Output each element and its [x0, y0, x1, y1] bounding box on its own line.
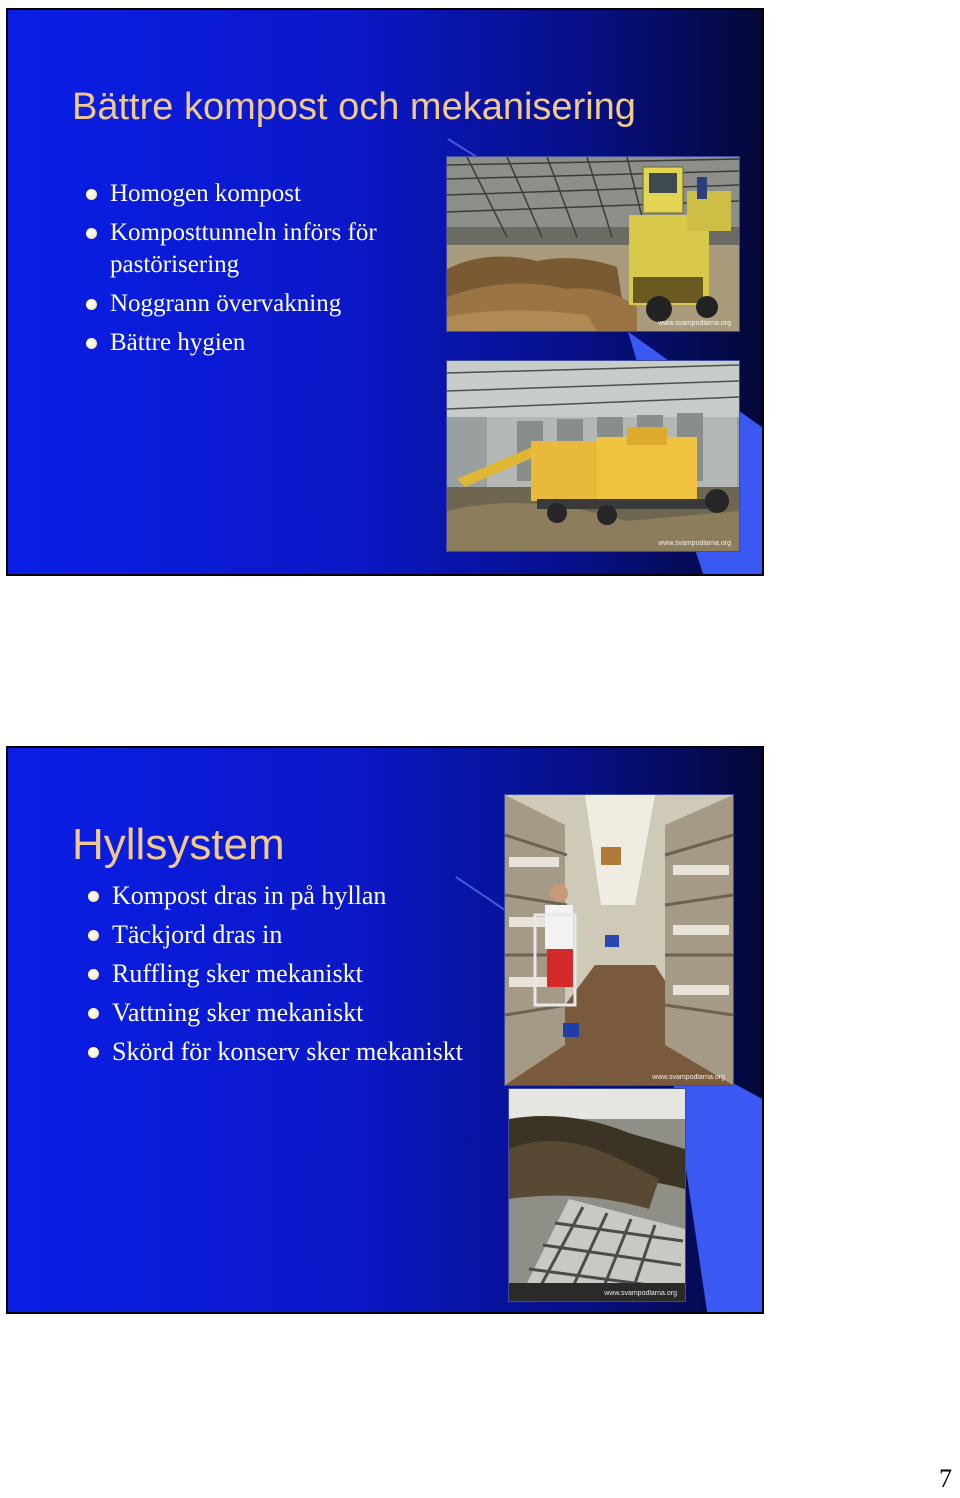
- bullet-item: [86, 958, 486, 990]
- bullet-list: [84, 178, 414, 366]
- bullet-text: Homogen kompost: [110, 180, 301, 207]
- bullet-text: Skörd för konserv sker mekaniskt: [112, 1037, 463, 1066]
- bullet-list: [86, 880, 486, 1075]
- bullet-text: Vattning sker mekaniskt: [112, 998, 364, 1027]
- slide-shelf-system: [6, 746, 764, 1314]
- bullet-text: Ruffling sker mekaniskt: [112, 959, 363, 988]
- bullet-dot-icon: [88, 930, 99, 941]
- bullet-text: Täckjord dras in: [112, 920, 283, 949]
- bullet-item: [86, 997, 486, 1029]
- page-number: 7: [939, 1464, 952, 1493]
- bullet-item: [86, 1036, 486, 1068]
- bullet-item: [84, 217, 414, 281]
- photo-watermark: www.svampodlarna.org: [604, 1290, 677, 1297]
- bullet-dot-icon: [88, 969, 99, 980]
- bullet-text: Bättre hygien: [110, 329, 246, 356]
- shelf-net-pulling-photo: [508, 1088, 686, 1302]
- bullet-dot-icon: [88, 1047, 99, 1058]
- bullet-item: [86, 880, 486, 912]
- bullet-dot-icon: [86, 299, 97, 310]
- bullet-item: [84, 288, 414, 320]
- bullet-dot-icon: [86, 189, 97, 200]
- bullet-item: [84, 327, 414, 359]
- tunnel-filling-machine-photo: [446, 360, 740, 552]
- photo-watermark: www.svampodlarna.org: [658, 540, 731, 547]
- shelf-growing-room-photo: [504, 794, 734, 1086]
- compost-turning-machine-photo: [446, 156, 740, 332]
- bullet-dot-icon: [88, 891, 99, 902]
- photo-watermark: www.svampodlarna.org: [658, 320, 731, 327]
- photo-watermark: www.svampodlarna.org: [652, 1074, 725, 1081]
- bullet-item: [86, 919, 486, 951]
- bullet-dot-icon: [88, 1008, 99, 1019]
- bullet-dot-icon: [86, 338, 97, 349]
- bullet-item: [84, 178, 414, 210]
- slide-compost-mechanization: [6, 8, 764, 576]
- bullet-dot-icon: [86, 228, 97, 239]
- bullet-text: Noggrann övervakning: [110, 290, 342, 317]
- slide-title: Bättre kompost och mekanisering: [72, 86, 636, 128]
- slide-title: Hyllsystem: [72, 820, 285, 869]
- bullet-text: Kompost dras in på hyllan: [112, 881, 387, 910]
- bullet-text: Komposttunneln införs för pastörisering: [110, 219, 377, 278]
